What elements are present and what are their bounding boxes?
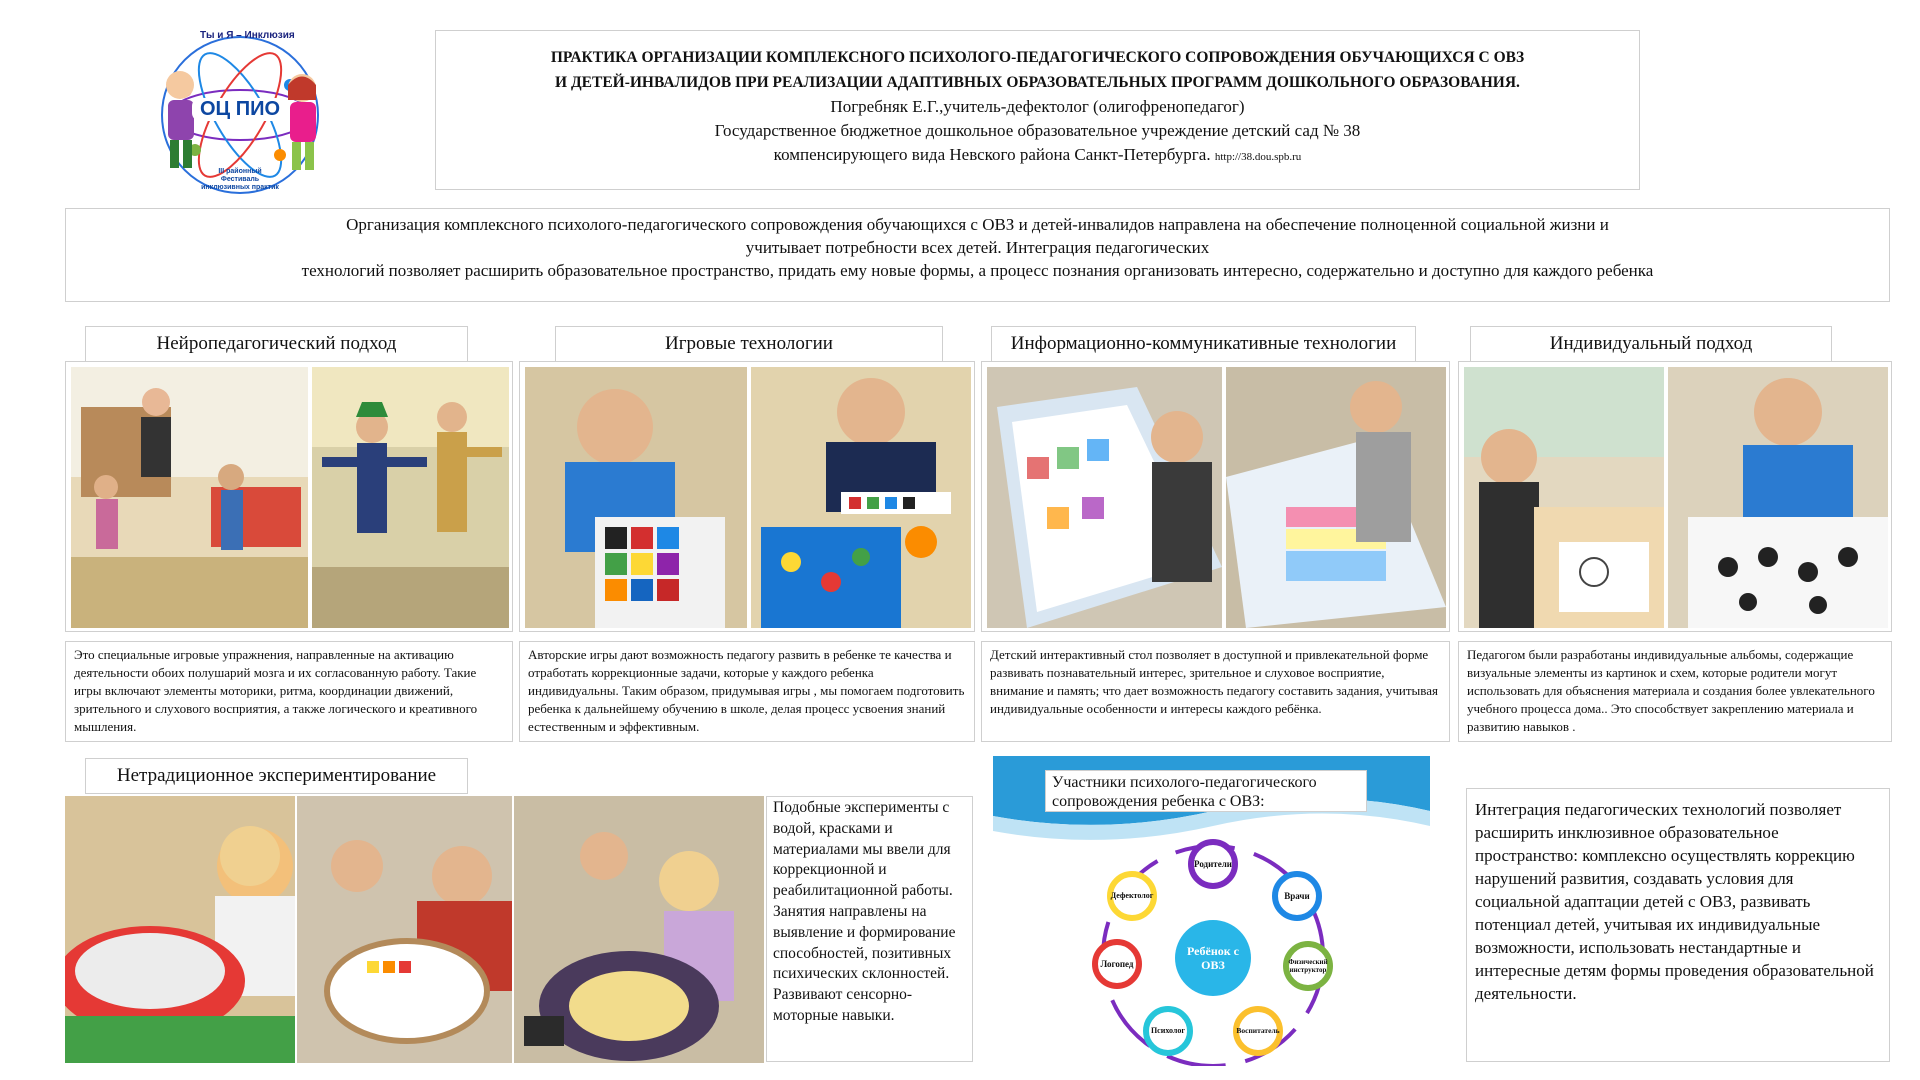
section-title-experiment: Нетрадиционное экспериментирование (85, 758, 468, 794)
participants-ring (993, 756, 1430, 1066)
conclusion-text: Интеграция педагогических технологий позволяет расширить инклюзивное образовательное пространство: комплексно осуществлять коррекцию нарушений развития, создавать условия для социальной адаптации детей с ОВЗ, развивать потенциал детей, учитывая их индивидуальные возможности, использовать нестандартные и интересные детям формы проведения образовательной деятельности. (1475, 800, 1874, 1003)
section-title-neuro: Нейропедагогический подход (85, 326, 468, 362)
node-psychologist: Психолог (1143, 1006, 1193, 1056)
intro-line1: Организация комплексного психолого-педагогического сопровождения обучающихся с ОВЗ и детей-инвалидов направлена на обеспечение полноценной социальной жизни и (346, 215, 1609, 234)
section-photos-individual (1458, 361, 1892, 632)
header-district: компенсирующего вида Невского района Санкт-Петербурга. (773, 145, 1211, 164)
photo-experiment-1 (65, 796, 295, 1063)
photo-individual-2 (1668, 367, 1888, 628)
photo-individual-1 (1464, 367, 1664, 628)
header-institution: Государственное бюджетное дошкольное образовательное учреждение детский сад № 38 (714, 121, 1361, 140)
participants-center: Ребёнок с ОВЗ (1175, 920, 1251, 996)
node-speech-therapist: Логопед (1092, 939, 1142, 989)
participants-title: Участники психолого-педагогического сопровождения ребенка с ОВЗ: (1045, 770, 1367, 812)
section-photos-neuro (65, 361, 513, 632)
section-text-experiment: Подобные эксперименты с водой, красками и материалами мы ввели для коррекционной и реабилитационной работы. Занятия направлены на выявление и формирование способностей, позитивных психических склонностей. Развивают сенсорно-моторные навыки. (766, 796, 973, 1062)
section-text-games: Авторские игры дают возможность педагогу развить в ребенке те качества и отработать коррекционные задачи, которые у каждого ребенка индивидуальны. Таким образом, придумывая игры , мы помогаем подготовить ребенка к дальнейшему обучению в школе, делая процесс усвоения знаний естественным и эффективным. (519, 641, 975, 742)
photo-experiment-2 (297, 796, 512, 1063)
section-title-ict: Информационно-коммуникативные технологии (991, 326, 1416, 362)
section-title-individual: Индивидуальный подход (1470, 326, 1832, 362)
node-doctors: Врачи (1272, 871, 1322, 921)
header-title-line1: ПРАКТИКА ОРГАНИЗАЦИИ КОМПЛЕКСНОГО ПСИХОЛОГО-ПЕДАГОГИЧЕСКОГО СОПРОВОЖДЕНИЯ ОБУЧАЮЩИХСЯ С ОВЗ (550, 49, 1525, 66)
intro-line3: технологий позволяет расширить образовательное пространство, придать ему новые формы, а процесс познания организовать интересно, содержательно и доступно для каждого ребенка (301, 261, 1654, 280)
photo-ict-1 (987, 367, 1222, 628)
node-educator: Воспитатель (1233, 1006, 1283, 1056)
section-text-ict: Детский интерактивный стол позволяет в доступной и привлекательной форме развивать познавательный интерес, зрительное и слуховое восприятие, внимание и память; что дает возможность педагогу составить задания, учитывая индивидуальные особенности и интересы каждого ребёнка. (981, 641, 1450, 742)
photo-games-2 (751, 367, 971, 628)
logo-center-text: ОЦ ПИО (192, 98, 288, 121)
header-district-line (436, 143, 1639, 169)
section-photos-games (519, 361, 975, 632)
photo-ict-2 (1226, 367, 1446, 628)
header-url[interactable]: http://38.dou.spb.ru (1214, 151, 1302, 163)
participants-panel (993, 756, 1430, 1066)
header-title-line2: И ДЕТЕЙ-ИНВАЛИДОВ ПРИ РЕАЛИЗАЦИИ АДАПТИВНЫХ ОБРАЗОВАТЕЛЬНЫХ ПРОГРАММ ДОШКОЛЬНОГО ОБРАЗОВАНИЯ. (555, 74, 1520, 91)
photo-games-1 (525, 367, 747, 628)
intro-box (65, 208, 1890, 302)
section-title-games: Игровые технологии (555, 326, 943, 362)
section-photos-ict (981, 361, 1450, 632)
conclusion-box (1466, 788, 1890, 1062)
intro-line2: учитывает потребности всех детей. Интеграция педагогических (745, 238, 1210, 257)
node-pe-instructor: Физический инструктор (1283, 941, 1333, 991)
photo-experiment-3 (514, 796, 764, 1063)
section-text-individual: Педагогом были разработаны индивидуальные альбомы, содержащие визуальные элементы из картинок и схем, которые родители могут использовать для объяснения материала и создания более увлекательного учебного процесса дома.. Это способствует закреплению материала и развитию навыков . (1458, 641, 1892, 742)
header-author: Погребняк Е.Г.,учитель-дефектолог (олигофренопедагог) (830, 97, 1245, 116)
logo-arc-text: Ты и Я – Инклюзия (200, 30, 295, 41)
node-defectologist: Дефектолог (1107, 871, 1157, 921)
section-text-neuro: Это специальные игровые упражнения, направленные на активацию деятельности обоих полушарий мозга и их согласованную работу. Такие игры включают элементы моторики, ритма, координации движений, зрительного и слухового восприятия, а также логического и креативного мышления. (65, 641, 513, 742)
header-box (435, 30, 1640, 190)
photo-neuro-2 (312, 367, 509, 628)
photo-neuro-1 (71, 367, 308, 628)
festival-logo (140, 30, 340, 200)
node-parents: Родители (1188, 839, 1238, 889)
logo-caption: III районный Фестиваль инклюзивных практик (201, 168, 279, 191)
